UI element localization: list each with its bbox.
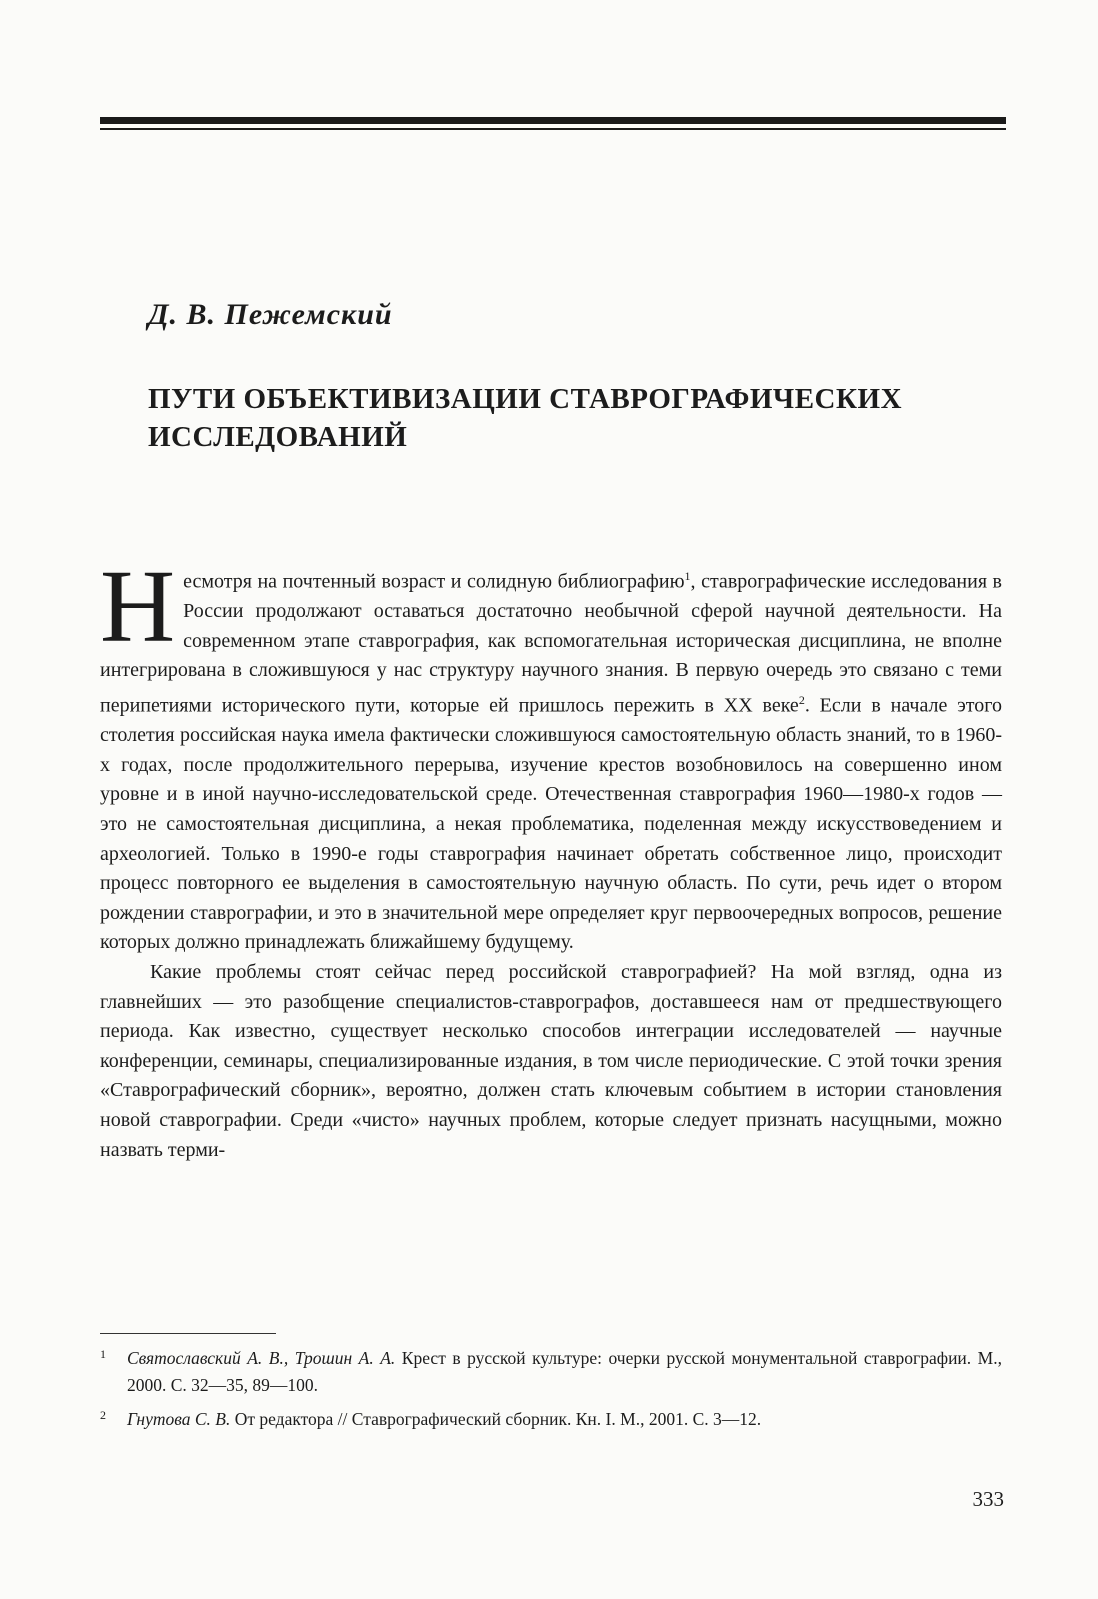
footnote-number: 2: [100, 1408, 106, 1422]
header-rule-thick: [100, 117, 1006, 124]
drop-cap: Н: [100, 549, 176, 664]
header-rule-thin: [100, 128, 1006, 130]
footnote-1: [100, 1345, 1002, 1399]
footnote-text: От редактора // Ставрографический сборник. Кн. I. М., 2001. С. 3—12.: [230, 1409, 762, 1429]
footnote-text: Крест в русской культуре: очерки русской монументальной ставрографии. М., 2000. С. 32—35, 89—100.: [127, 1348, 1002, 1395]
paragraph-2: Какие проблемы стоят сейчас перед российской ставрографией? На мой взгляд, одна из главнейших — это разобщение специалистов-ставрографов, доставшееся нам от предшествующего периода. Как известно, существует несколько способов интеграции исследователей — научные конференции, семинары, специализированные издания, в том числе периодические. С этой точки зрения «Ставрографический сборник», вероятно, должен стать ключевым событием в истории становления новой ставрографии. Среди «чисто» научных проблем, которые следует признать насущными, можно назвать терми-: [100, 961, 1002, 1161]
footnote-authors: Святославский А. В., Трошин А. А.: [127, 1348, 396, 1368]
footnote-ref-1: 1: [684, 569, 691, 583]
footnote-ref-2: 2: [798, 693, 805, 708]
paragraph-1: [100, 549, 1002, 958]
paragraph-1-text-b: , ставрографические исследования в России продолжают оставаться достаточно необычной сферой научной деятельности. На современном этапе ставрография, как вспомогательная историческая дисциплина, не вполне интегрирована в сложившуюся у нас структуру научного знания. В первую очередь это связано с теми перипетиями исторического пути, которые ей пришлось пережить в XX веке: [100, 570, 1002, 717]
article-title-line-2: ИССЛЕДОВАНИЙ: [148, 421, 408, 453]
article-title: [148, 380, 1008, 456]
page-number: 333: [972, 1487, 1004, 1511]
paragraph-1-text-c: . Если в начале этого столетия российская наука имела фактически сложившуюся самостоятельную область знаний, то в 1960-х годах, после продолжительного перерыва, изучение крестов возобновилось на совершенно ином уровне и в иной научно-исследовательской среде. Отечественная ставрография 1960—1980-х годов — это не самостоятельная дисциплина, а некая проблематика, поделенная между искусствоведением и археологией. Только в 1990-е годы ставрография начинает обретать собственное лицо, происходит процесс повторного ее выделения в самостоятельную научную область. По сути, речь идет о втором рождении ставрографии, и это в значительной мере определяет круг первоочередных вопросов, решение которых должно принадлежать ближайшему будущему.: [100, 694, 1002, 954]
footnote-number: 1: [100, 1347, 106, 1361]
footnote-separator: [100, 1333, 276, 1334]
footnote-authors: Гнутова С. В.: [127, 1409, 231, 1429]
paragraph-1-text-a: есмотря на почтенный возраст и солидную библиографию: [183, 570, 685, 593]
article-author: Д. В. Пежемский: [148, 298, 393, 331]
article-body: [100, 549, 1002, 1165]
footnotes: [100, 1345, 1002, 1440]
footnote-2: [100, 1406, 1002, 1433]
article-title-line-1: ПУТИ ОБЪЕКТИВИЗАЦИИ СТАВРОГРАФИЧЕСКИХ: [148, 383, 903, 415]
